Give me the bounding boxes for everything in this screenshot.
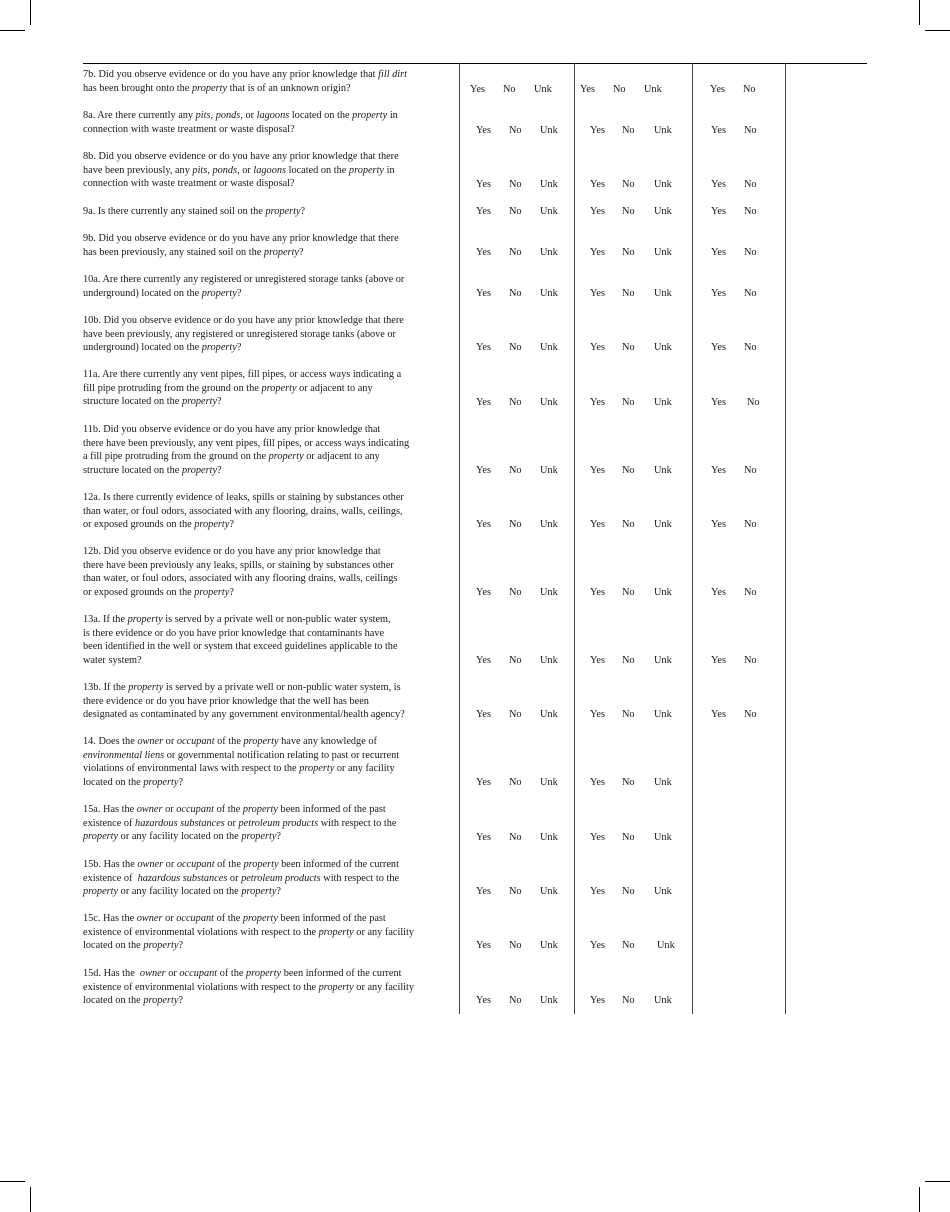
answer-option-yes[interactable]: Yes [590,397,605,408]
crop-mark-top-left-h [0,30,25,31]
answer-option-no[interactable]: No [744,655,757,666]
answer-option-unk[interactable]: Unk [534,84,552,95]
answer-option-unk[interactable]: Unk [540,206,558,217]
answer-option-no[interactable]: No [744,125,757,136]
answer-option-yes[interactable]: Yes [590,587,605,598]
answer-option-unk[interactable]: Unk [654,288,672,299]
answer-option-yes[interactable]: Yes [711,397,726,408]
answer-option-unk[interactable]: Unk [654,655,672,666]
answer-option-no[interactable]: No [622,709,635,720]
answer-option-yes[interactable]: Yes [711,519,726,530]
answer-option-yes[interactable]: Yes [476,995,491,1006]
answer-option-no[interactable]: No [509,206,522,217]
answer-option-yes[interactable]: Yes [476,777,491,788]
answer-option-yes[interactable]: Yes [590,288,605,299]
answer-option-no[interactable]: No [509,709,522,720]
answer-option-yes[interactable]: Yes [476,397,491,408]
answer-option-no[interactable]: No [622,995,635,1006]
answer-option-yes[interactable]: Yes [476,940,491,951]
answer-option-yes[interactable]: Yes [476,342,491,353]
crop-mark-bottom-right-v [919,1187,920,1212]
answer-option-no[interactable]: No [744,206,757,217]
answer-option-unk[interactable]: Unk [654,777,672,788]
answer-option-yes[interactable]: Yes [711,655,726,666]
answer-option-no[interactable]: No [509,465,522,476]
answer-option-unk[interactable]: Unk [644,84,662,95]
answer-option-no[interactable]: No [509,179,522,190]
answer-option-yes[interactable]: Yes [711,709,726,720]
answer-option-unk[interactable]: Unk [657,940,675,951]
answer-option-yes[interactable]: Yes [711,125,726,136]
question-text: 10b. Did you observe evidence or do you have any prior knowledge that there have been previously, any registered or unregistered storage tanks (above or underground) located on the property? [83,315,404,354]
answer-option-yes[interactable]: Yes [476,655,491,666]
answer-option-no[interactable]: No [622,519,635,530]
answer-option-no[interactable]: No [744,465,757,476]
answer-option-yes[interactable]: Yes [711,179,726,190]
answer-option-unk[interactable]: Unk [540,125,558,136]
answer-option-yes[interactable]: Yes [476,832,491,843]
answer-option-unk[interactable]: Unk [654,125,672,136]
answer-option-yes[interactable]: Yes [590,940,605,951]
answer-option-no[interactable]: No [744,587,757,598]
answer-option-unk[interactable]: Unk [654,397,672,408]
answer-option-no[interactable]: No [509,587,522,598]
crop-mark-top-right-h [925,30,950,31]
answer-option-yes[interactable]: Yes [590,655,605,666]
question-text: 13a. If the property is served by a private well or non-public water system, is there evidence or do you have prior knowledge that contaminants have been identified in the well or system that exceed guidelines applicable to the water system? [83,614,398,666]
question-text: 14. Does the owner or occupant of the property have any knowledge of environmental liens or governmental notification relating to past or recurrent violations of environmental laws with respect to the property or any facility located on the property? [83,736,400,788]
answer-option-yes[interactable]: Yes [476,288,491,299]
question-text: 9b. Did you observe evidence or do you have any prior knowledge that there has been previously, any stained soil on the property? [83,233,399,258]
column-divider-1 [459,63,460,1014]
answer-option-yes[interactable]: Yes [711,465,726,476]
crop-mark-bottom-left-h [0,1181,25,1182]
answer-option-no[interactable]: No [509,288,522,299]
answer-option-no[interactable]: No [744,288,757,299]
answer-option-unk[interactable]: Unk [654,886,672,897]
answer-option-no[interactable]: No [503,84,516,95]
answer-option-unk[interactable]: Unk [654,342,672,353]
answer-option-unk[interactable]: Unk [654,206,672,217]
answer-option-no[interactable]: No [509,247,522,258]
answer-option-yes[interactable]: Yes [711,247,726,258]
answer-option-no[interactable]: No [744,179,757,190]
answer-option-yes[interactable]: Yes [476,247,491,258]
answer-option-unk[interactable]: Unk [540,465,558,476]
answer-option-no[interactable]: No [744,709,757,720]
answer-option-no[interactable]: No [509,125,522,136]
answer-option-yes[interactable]: Yes [590,125,605,136]
answer-option-yes[interactable]: Yes [590,519,605,530]
question-text: 15c. Has the owner or occupant of the property been informed of the past existence of environmental violations with respect to the property or any facility located on the property? [83,913,415,952]
answer-option-unk[interactable]: Unk [654,465,672,476]
answer-option-yes[interactable]: Yes [590,995,605,1006]
answer-option-no[interactable]: No [622,247,635,258]
answer-option-unk[interactable]: Unk [540,940,558,951]
answer-option-no[interactable]: No [622,465,635,476]
answer-option-yes[interactable]: Yes [476,519,491,530]
answer-option-unk[interactable]: Unk [540,655,558,666]
answer-option-no[interactable]: No [622,397,635,408]
answer-option-unk[interactable]: Unk [654,709,672,720]
question-text: 15d. Has the owner or occupant of the property been informed of the current existence of environmental violations with respect to the property or any facility located on the property? [83,968,415,1007]
answer-option-no[interactable]: No [622,288,635,299]
answer-option-unk[interactable]: Unk [540,587,558,598]
answer-option-yes[interactable]: Yes [470,84,485,95]
answer-option-no[interactable]: No [509,886,522,897]
answer-option-no[interactable]: No [509,655,522,666]
answer-option-yes[interactable]: Yes [476,465,491,476]
answer-option-unk[interactable]: Unk [540,709,558,720]
answer-option-no[interactable]: No [509,397,522,408]
answer-option-yes[interactable]: Yes [711,587,726,598]
answer-option-yes[interactable]: Yes [710,84,725,95]
answer-option-no[interactable]: No [622,777,635,788]
answer-option-unk[interactable]: Unk [654,995,672,1006]
question-text: 11a. Are there currently any vent pipes, fill pipes, or access ways indicating a fill pipe protruding from the ground on the property or adjacent to any structure located on the property? [83,369,402,408]
answer-option-yes[interactable]: Yes [476,587,491,598]
answer-option-yes[interactable]: Yes [711,206,726,217]
question-text: 8a. Are there currently any pits, ponds, or lagoons located on the property in connection with waste treatment or waste disposal? [83,110,398,135]
answer-option-unk[interactable]: Unk [540,342,558,353]
answer-option-unk[interactable]: Unk [654,179,672,190]
answer-option-unk[interactable]: Unk [654,247,672,258]
answer-option-no[interactable]: No [509,995,522,1006]
answer-option-no[interactable]: No [622,587,635,598]
answer-option-no[interactable]: No [509,777,522,788]
answer-option-no[interactable]: No [622,342,635,353]
answer-option-yes[interactable]: Yes [476,125,491,136]
column-divider-2 [574,63,575,1014]
question-text: 7b. Did you observe evidence or do you have any prior knowledge that fill dirt has been brought onto the property that is of an unknown origin? [83,69,408,94]
table-top-rule [83,63,867,64]
answer-option-unk[interactable]: Unk [540,995,558,1006]
answer-option-no[interactable]: No [744,342,757,353]
answer-option-unk[interactable]: Unk [654,587,672,598]
answer-option-no[interactable]: No [622,125,635,136]
answer-option-yes[interactable]: Yes [590,342,605,353]
answer-option-yes[interactable]: Yes [711,288,726,299]
answer-option-yes[interactable]: Yes [476,886,491,897]
crop-mark-bottom-left-v [30,1187,31,1212]
answer-option-yes[interactable]: Yes [590,886,605,897]
answer-option-yes[interactable]: Yes [590,832,605,843]
answer-option-unk[interactable]: Unk [654,832,672,843]
answer-option-yes[interactable]: Yes [590,465,605,476]
crop-mark-top-left-v [30,0,31,25]
answer-option-yes[interactable]: Yes [476,709,491,720]
answer-option-no[interactable]: No [509,342,522,353]
answer-option-yes[interactable]: Yes [590,179,605,190]
question-text: 15a. Has the owner or occupant of the property been informed of the past existence of hazardous substances or petroleum products with respect to the property or any facility located on the property? [83,804,397,843]
question-text: 12a. Is there currently evidence of leaks, spills or staining by substances other than water, or foul odors, associated with any flooring, drains, walls, ceilings, or exposed grounds on the property? [83,492,404,531]
answer-option-no[interactable]: No [622,832,635,843]
answer-option-unk[interactable]: Unk [540,179,558,190]
crop-mark-top-right-v [919,0,920,25]
question-text: 12b. Did you observe evidence or do you have any prior knowledge that there have been previously any leaks, spills, or staining by substances other than water, or foul odors, associated with any flooring drains, walls, ceilings or exposed grounds on the property? [83,546,398,598]
answer-option-unk[interactable]: Unk [540,777,558,788]
answer-option-yes[interactable]: Yes [711,342,726,353]
answer-option-yes[interactable]: Yes [590,777,605,788]
answer-option-yes[interactable]: Yes [580,84,595,95]
answer-option-no[interactable]: No [509,519,522,530]
answer-option-yes[interactable]: Yes [476,206,491,217]
answer-option-unk[interactable]: Unk [540,247,558,258]
answer-option-yes[interactable]: Yes [476,179,491,190]
answer-option-no[interactable]: No [613,84,626,95]
answer-option-no[interactable]: No [509,832,522,843]
question-text: 10a. Are there currently any registered or unregistered storage tanks (above or underground) located on the property? [83,274,405,299]
answer-option-no[interactable]: No [622,179,635,190]
answer-option-no[interactable]: No [622,886,635,897]
answer-option-yes[interactable]: Yes [590,247,605,258]
answer-option-unk[interactable]: Unk [540,288,558,299]
answer-option-unk[interactable]: Unk [540,832,558,843]
answer-option-yes[interactable]: Yes [590,709,605,720]
answer-option-no[interactable]: No [743,84,756,95]
crop-mark-bottom-right-h [925,1181,950,1182]
question-text: 9a. Is there currently any stained soil on the property? [83,206,306,217]
answer-option-unk[interactable]: Unk [540,397,558,408]
question-text: 11b. Did you observe evidence or do you have any prior knowledge that there have been previously, any vent pipes, fill pipes, or access ways indicating a fill pipe protruding from the ground on the property or adjacent to any structure located on the property? [83,424,410,476]
column-divider-4 [785,63,786,1014]
answer-option-no[interactable]: No [622,206,635,217]
answer-option-unk[interactable]: Unk [540,519,558,530]
question-text: 15b. Has the owner or occupant of the property been informed of the current existence of hazardous substances or petroleum products with respect to the property or any facility located on the property? [83,859,400,898]
answer-option-no[interactable]: No [744,519,757,530]
answer-option-no[interactable]: No [622,940,635,951]
question-text: 8b. Did you observe evidence or do you have any prior knowledge that there have been previously, any pits, ponds, or lagoons located on the property in connection with waste treatment or waste disposal? [83,151,399,190]
answer-option-no[interactable]: No [744,247,757,258]
answer-option-yes[interactable]: Yes [590,206,605,217]
question-text: 13b. If the property is served by a private well or non-public water system, is there evidence or do you have prior knowledge that the well has been designated as contaminated by any government environmental/health agency? [83,682,405,721]
answer-option-unk[interactable]: Unk [540,886,558,897]
column-divider-3 [692,63,693,1014]
answer-option-no[interactable]: No [509,940,522,951]
answer-option-no[interactable]: No [622,655,635,666]
answer-option-unk[interactable]: Unk [654,519,672,530]
answer-option-no[interactable]: No [747,397,760,408]
